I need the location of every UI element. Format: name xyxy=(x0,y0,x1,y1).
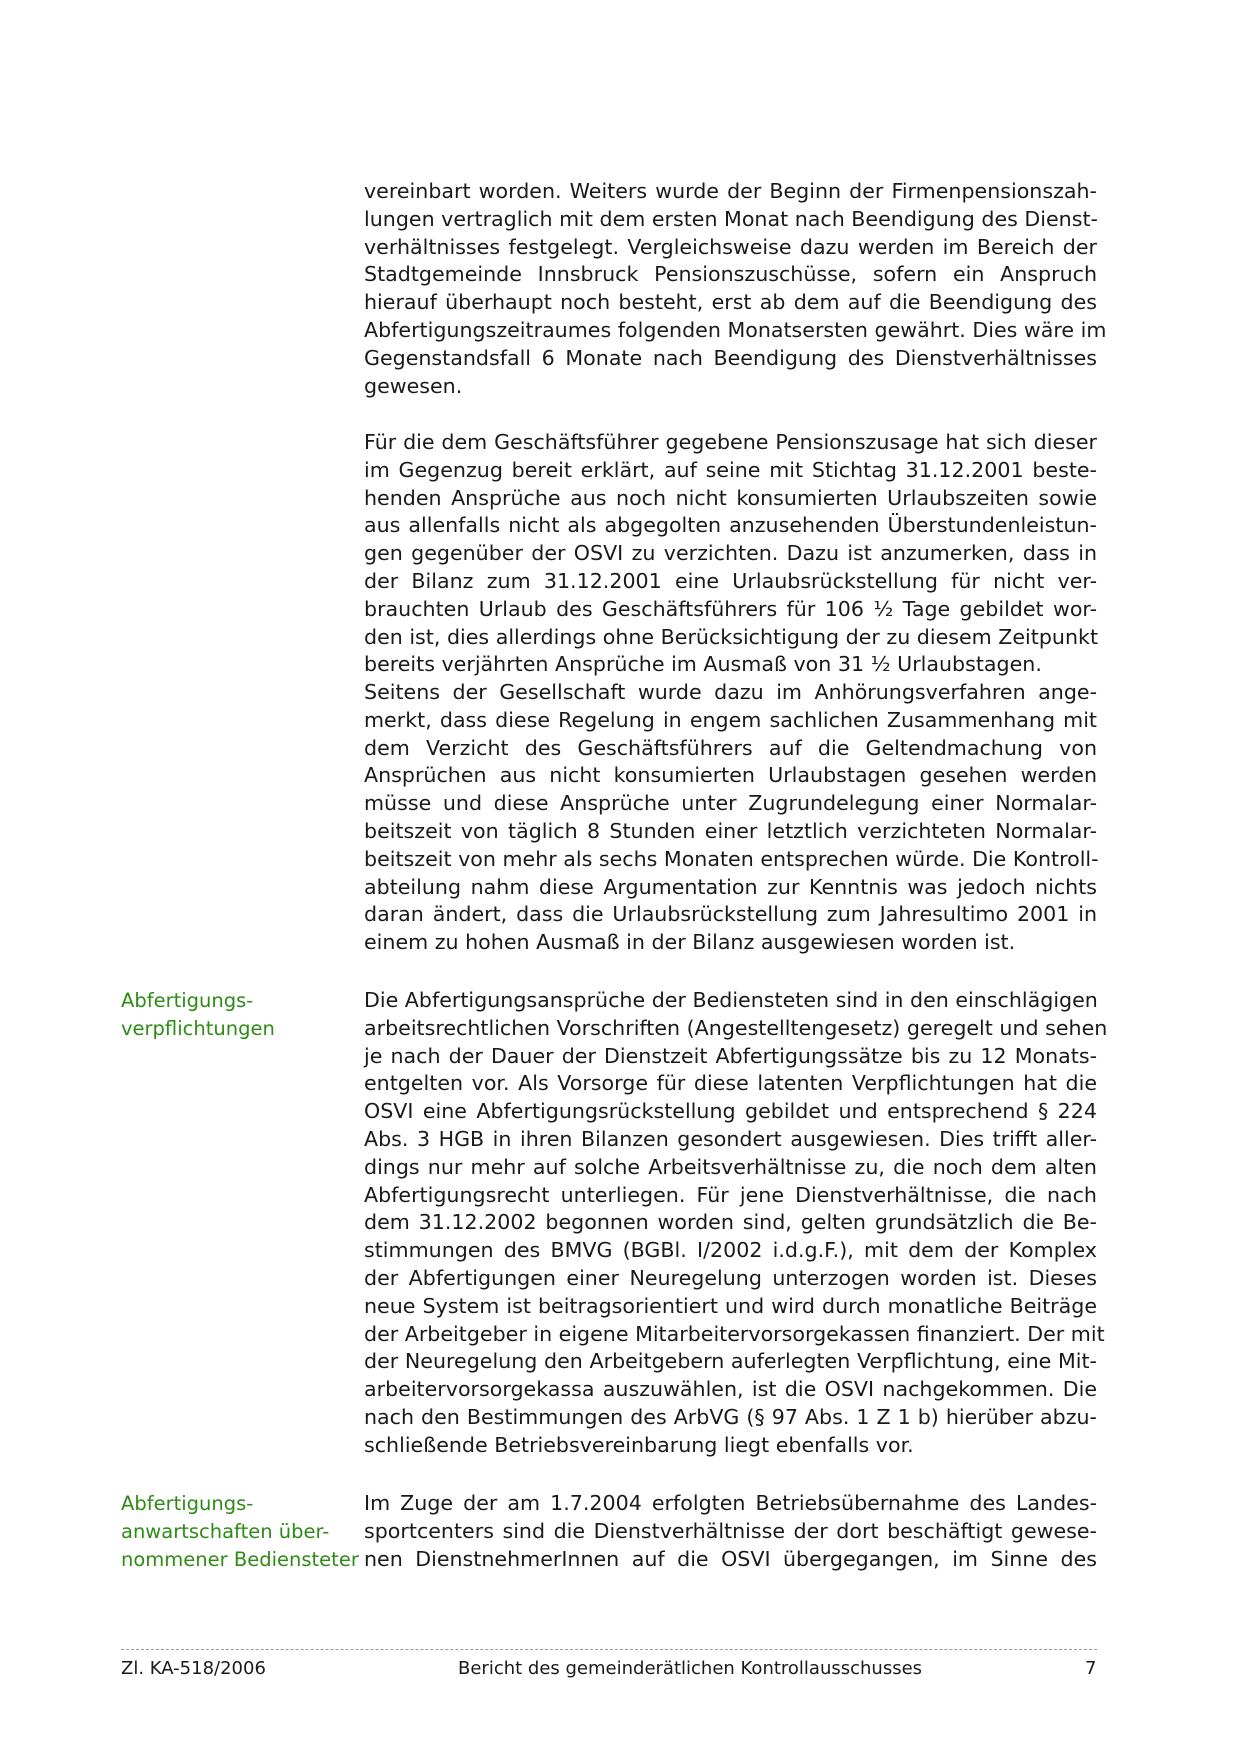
margin-note-line: verpflichtungen xyxy=(121,1016,275,1040)
text-line: Gegenstandsfall 6 Monate nach Beendigung des Dienstverhältnisses xyxy=(364,345,1097,370)
text-line: beitszeit von mehr als sechs Monaten entsprechen würde. Die Kontroll- xyxy=(364,846,1099,871)
text-line: abteilung nahm diese Argumentation zur Kenntnis was jedoch nichts xyxy=(364,874,1097,899)
footer-report-title: Bericht des gemeinderätlichen Kontrollausschusses xyxy=(458,1658,923,1679)
text-line: Im Zuge der am 1.7.2004 erfolgten Betriebsübernahme des Landes- xyxy=(364,1491,1097,1515)
text-line: Abfertigungszeitraumes folgenden Monatsersten gewährt. Dies wäre im xyxy=(364,317,1107,342)
paragraph-1 xyxy=(364,178,1107,400)
margin-note-abfertigungsanwartschaften xyxy=(121,1490,359,1573)
text-line: Die Abfertigungsansprüche der Bediensteten sind in den einschlägigen xyxy=(364,988,1098,1012)
text-line: brauchten Urlaub des Geschäftsführers für 106 ½ Tage gebildet wor- xyxy=(364,596,1097,621)
text-line: OSVI eine Abfertigungsrückstellung gebildet und entsprechend § 224 xyxy=(364,1099,1097,1124)
paragraph-4 xyxy=(364,987,1108,1460)
text-line: beitszeit von täglich 8 Stunden einer letztlich verzichteten Normalar- xyxy=(364,818,1097,843)
text-line: dem Verzicht des Geschäftsführers auf die Geltendmachung von xyxy=(364,735,1097,760)
margin-note-line: nommener Bediensteter xyxy=(121,1547,359,1571)
margin-note-line: Abfertigungs- xyxy=(121,1492,254,1515)
footer-divider xyxy=(121,1649,1097,1650)
text-line: hierauf überhaupt noch besteht, erst ab dem auf die Beendigung des xyxy=(364,290,1097,315)
text-line: schließende Betriebsvereinbarung liegt ebenfalls vor. xyxy=(364,1432,914,1457)
margin-note-abfertigungsverpflichtungen xyxy=(121,987,351,1043)
text-line: aus allenfalls nicht als abgegolten anzusehenden Überstundenleistun- xyxy=(364,513,1097,538)
text-line: dings nur mehr auf solche Arbeitsverhältnisse zu, die noch dem alten xyxy=(364,1154,1097,1179)
text-line: müsse und diese Ansprüche unter Zugrundelegung einer Normalar- xyxy=(364,791,1097,816)
text-line: Abs. 3 HGB in ihren Bilanzen gesondert ausgewiesen. Dies trifft aller- xyxy=(364,1126,1097,1151)
text-line: Für die dem Geschäftsführer gegebene Pensionszusage hat sich dieser xyxy=(364,430,1097,454)
text-line: je nach der Dauer der Dienstzeit Abfertigungssätze bis zu 12 Monats- xyxy=(364,1043,1097,1068)
text-line: der Abfertigungen einer Neuregelung unterzogen worden ist. Dieses xyxy=(364,1265,1097,1290)
text-line: Abfertigungsrecht unterliegen. Für jene Dienstverhältnisse, die nach xyxy=(364,1182,1097,1207)
text-line: dem 31.12.2002 begonnen worden sind, gelten grundsätzlich die Be- xyxy=(364,1210,1097,1235)
margin-note-line: anwartschaften über- xyxy=(121,1519,330,1543)
text-line: den ist, dies allerdings ohne Berücksichtigung der zu diesem Zeitpunkt xyxy=(364,624,1099,649)
text-line: der Neuregelung den Arbeitgebern auferlegten Verpflichtung, eine Mit- xyxy=(364,1349,1097,1374)
text-line: vereinbart worden. Weiters wurde der Beginn der Firmenpensionszah- xyxy=(364,179,1097,203)
text-line: gewesen. xyxy=(364,373,463,398)
footer-document-number: Zl. KA-518/2006 xyxy=(121,1658,266,1679)
text-line: arbeitsrechtlichen Vorschriften (Angestelltengesetz) geregelt und sehen xyxy=(364,1015,1108,1040)
paragraph-2 xyxy=(364,429,1097,679)
text-line: bereits verjährten Ansprüche im Ausmaß von 31 ½ Urlaubstagen. xyxy=(364,652,1042,677)
text-line: im Gegenzug bereit erklärt, auf seine mit Stichtag 31.12.2001 beste- xyxy=(364,457,1097,482)
text-line: der Arbeitgeber in eigene Mitarbeitervorsorgekassen finanziert. Der mit xyxy=(364,1321,1105,1346)
text-line: Ansprüchen aus nicht konsumierten Urlaubstagen gesehen werden xyxy=(364,763,1097,788)
text-line: gen gegenüber der OSVI zu verzichten. Dazu ist anzumerken, dass in xyxy=(364,541,1097,566)
paragraph-3 xyxy=(364,679,1097,957)
text-line: verhältnisses festgelegt. Vergleichsweise dazu werden im Bereich der xyxy=(364,234,1097,259)
text-line: entgelten vor. Als Vorsorge für diese latenten Verpflichtungen hat die xyxy=(364,1071,1097,1096)
text-line: henden Ansprüche aus noch nicht konsumierten Urlaubszeiten sowie xyxy=(364,485,1097,510)
text-line: einem zu hohen Ausmaß in der Bilanz ausgewiesen worden ist. xyxy=(364,930,1016,955)
text-line: neue System ist beitragsorientiert und wird durch monatliche Beiträge xyxy=(364,1293,1097,1318)
margin-note-line: Abfertigungs- xyxy=(121,989,254,1012)
text-line: daran ändert, dass die Urlaubsrückstellung zum Jahresultimo 2001 in xyxy=(364,902,1097,927)
text-line: sportcenters sind die Dienstverhältnisse der dort beschäftigt gewese- xyxy=(364,1518,1097,1543)
text-line: arbeitervorsorgekassa auszuwählen, ist die OSVI nachgekommen. Die xyxy=(364,1377,1097,1402)
text-line: nen DienstnehmerInnen auf die OSVI übergegangen, im Sinne des xyxy=(364,1546,1097,1571)
footer-page-number: 7 xyxy=(1085,1658,1097,1679)
text-line: stimmungen des BMVG (BGBl. I/2002 i.d.g.F.), mit dem der Komplex xyxy=(364,1238,1097,1263)
text-line: merkt, dass diese Regelung in engem sachlichen Zusammenhang mit xyxy=(364,707,1097,732)
text-line: nach den Bestimmungen des ArbVG (§ 97 Abs. 1 Z 1 b) hierüber abzu- xyxy=(364,1404,1097,1429)
text-line: lungen vertraglich mit dem ersten Monat nach Beendigung des Dienst- xyxy=(364,206,1098,231)
text-line: der Bilanz zum 31.12.2001 eine Urlaubsrückstellung für nicht ver- xyxy=(364,568,1097,593)
text-line: Stadtgemeinde Innsbruck Pensionszuschüsse, sofern ein Anspruch xyxy=(364,262,1097,287)
text-line: Seitens der Gesellschaft wurde dazu im Anhörungsverfahren ange- xyxy=(364,680,1097,704)
paragraph-5 xyxy=(364,1490,1097,1573)
